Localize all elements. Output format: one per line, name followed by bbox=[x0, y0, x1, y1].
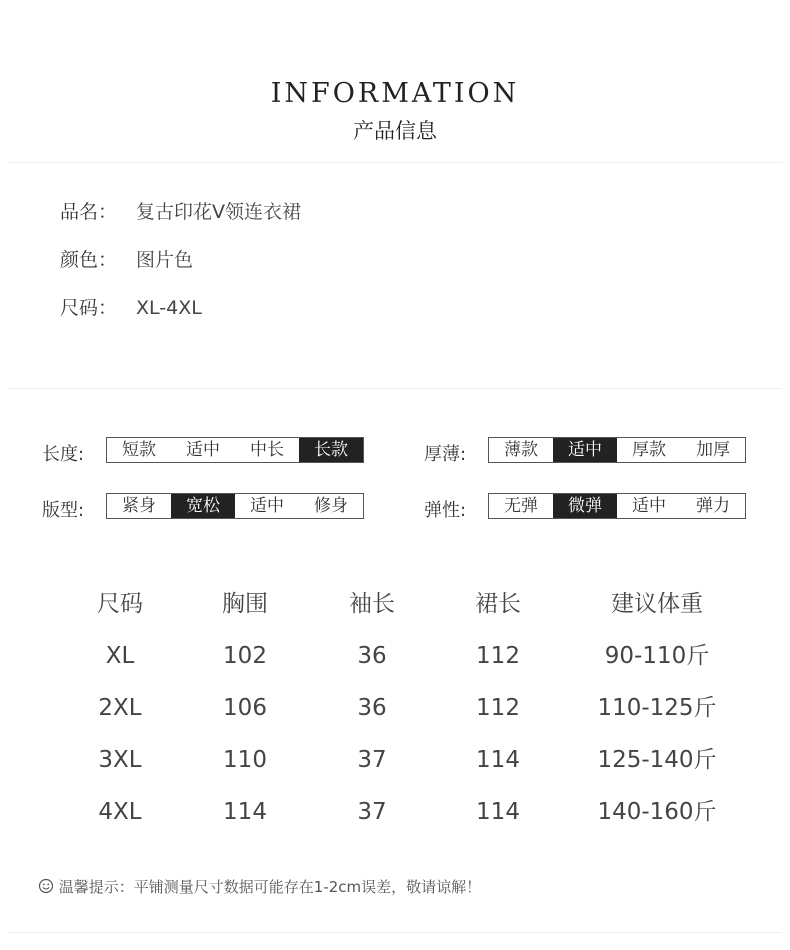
table-cell: 114 bbox=[476, 747, 520, 773]
table-row bbox=[0, 634, 790, 686]
attr-option: 无弹 bbox=[504, 496, 538, 516]
table-cell: 36 bbox=[357, 695, 387, 721]
attr-label-length: 长度: bbox=[42, 444, 85, 465]
info-label: 颜色： bbox=[60, 249, 118, 271]
table-cell: 110 bbox=[223, 747, 267, 773]
page-title-en: INFORMATION bbox=[270, 78, 520, 109]
table-cell: 3XL bbox=[98, 747, 142, 773]
table-cell: 2XL bbox=[98, 695, 142, 721]
table-cell: 102 bbox=[223, 643, 267, 669]
info-label: 尺码： bbox=[60, 297, 118, 319]
smiley-icon bbox=[38, 878, 54, 894]
attr-option: 适中 bbox=[186, 440, 220, 460]
attr-option: 适中 bbox=[250, 496, 284, 516]
table-cell: 37 bbox=[357, 799, 387, 825]
info-value: 图片色 bbox=[136, 249, 194, 271]
table-cell: 37 bbox=[357, 747, 387, 773]
attr-label-thickness: 厚薄: bbox=[424, 444, 467, 465]
table-cell: 114 bbox=[223, 799, 267, 825]
table-cell: 112 bbox=[476, 643, 520, 669]
info-row-size bbox=[60, 293, 202, 320]
table-cell: 114 bbox=[476, 799, 520, 825]
attr-option: 中长 bbox=[250, 440, 284, 460]
table-cell: 140-160斤 bbox=[597, 799, 717, 825]
attr-option: 修身 bbox=[314, 496, 348, 516]
attr-option: 适中 bbox=[632, 496, 666, 516]
page-title-cn: 产品信息 bbox=[353, 119, 437, 143]
table-cell: 36 bbox=[357, 643, 387, 669]
attr-option: 弹力 bbox=[696, 496, 730, 516]
info-row-color bbox=[60, 245, 193, 272]
table-header-cell: 建议体重 bbox=[611, 591, 703, 617]
table-row bbox=[0, 686, 790, 738]
table-header-cell: 袖长 bbox=[349, 591, 395, 617]
attr-option: 适中 bbox=[553, 438, 617, 462]
attr-option: 加厚 bbox=[696, 440, 730, 460]
measurement-tip bbox=[38, 876, 481, 897]
table-row bbox=[0, 738, 790, 790]
divider bbox=[8, 162, 782, 163]
table-cell: 112 bbox=[476, 695, 520, 721]
attr-option: 短款 bbox=[122, 440, 156, 460]
attr-options-elasticity bbox=[488, 493, 746, 519]
table-cell: 106 bbox=[223, 695, 267, 721]
attr-option: 长款 bbox=[299, 438, 363, 462]
attr-options-fit bbox=[106, 493, 364, 519]
attr-options-thickness bbox=[488, 437, 746, 463]
attr-option: 微弹 bbox=[553, 494, 617, 518]
table-row bbox=[0, 790, 790, 842]
info-value: 复古印花V领连衣裙 bbox=[136, 201, 301, 223]
info-label: 品名： bbox=[60, 201, 118, 223]
tip-text: 温馨提示：平铺测量尺寸数据可能存在1-2cm误差，敬请谅解！ bbox=[58, 878, 482, 896]
attr-option: 宽松 bbox=[171, 494, 235, 518]
divider bbox=[8, 932, 782, 933]
table-cell: XL bbox=[105, 643, 135, 669]
attr-option: 厚款 bbox=[632, 440, 666, 460]
table-header-cell: 裙长 bbox=[475, 591, 521, 617]
table-header-cell: 胸围 bbox=[222, 591, 268, 617]
attr-option: 薄款 bbox=[504, 440, 538, 460]
attr-label-fit: 版型: bbox=[42, 500, 85, 521]
table-cell: 110-125斤 bbox=[597, 695, 717, 721]
table-cell: 4XL bbox=[98, 799, 142, 825]
table-header-cell: 尺码 bbox=[97, 591, 143, 617]
info-value: XL-4XL bbox=[136, 297, 202, 319]
attr-option: 紧身 bbox=[122, 496, 156, 516]
table-cell: 90-110斤 bbox=[604, 643, 710, 669]
info-row-name bbox=[60, 197, 301, 224]
divider bbox=[8, 388, 782, 389]
table-cell: 125-140斤 bbox=[597, 747, 717, 773]
attr-options-length bbox=[106, 437, 364, 463]
attr-label-elasticity: 弹性: bbox=[424, 500, 467, 521]
table-header-row bbox=[0, 582, 790, 634]
